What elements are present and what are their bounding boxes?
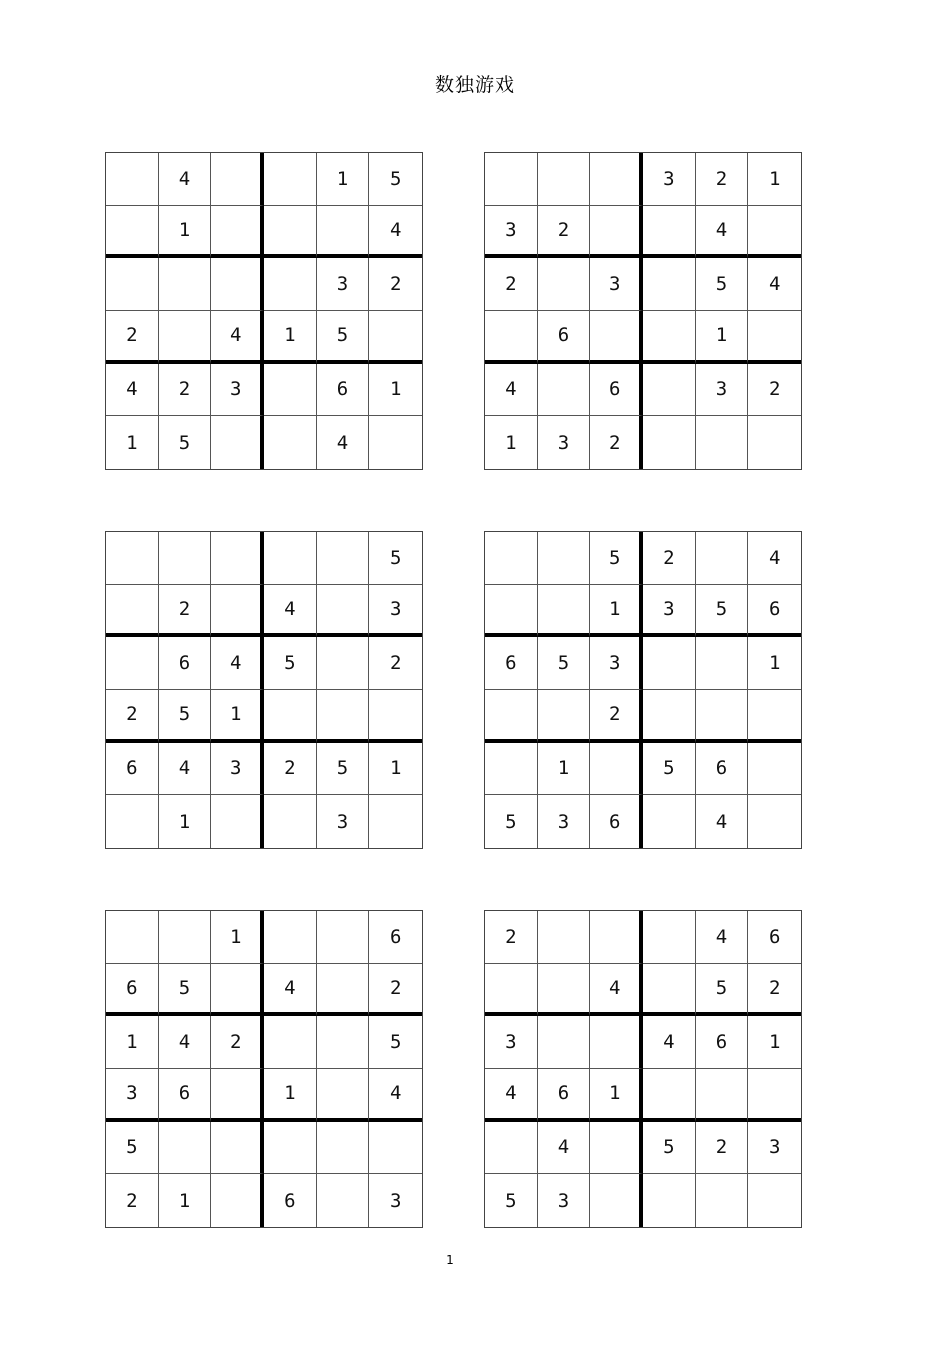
sudoku-cell <box>369 311 422 364</box>
sudoku-cell <box>748 416 801 469</box>
sudoku-cell <box>106 795 159 848</box>
sudoku-cell <box>590 1174 643 1227</box>
sudoku-cell: 5 <box>159 416 212 469</box>
sudoku-cell <box>538 258 591 311</box>
sudoku-cell <box>264 364 317 417</box>
sudoku-cell: 5 <box>590 532 643 585</box>
sudoku-cell: 3 <box>485 1016 538 1069</box>
sudoku-cell: 2 <box>696 1122 749 1175</box>
sudoku-cell <box>211 585 264 638</box>
sudoku-cell <box>264 690 317 743</box>
sudoku-cell: 1 <box>106 1016 159 1069</box>
sudoku-cell <box>159 911 212 964</box>
sudoku-cell <box>643 416 696 469</box>
sudoku-cell <box>264 206 317 259</box>
page-number: 1 <box>446 1253 454 1267</box>
sudoku-cell <box>748 206 801 259</box>
sudoku-cell <box>538 911 591 964</box>
sudoku-cell <box>159 1122 212 1175</box>
sudoku-cell: 4 <box>748 258 801 311</box>
sudoku-cell <box>369 1122 422 1175</box>
sudoku-cell: 2 <box>159 364 212 417</box>
sudoku-cell <box>264 911 317 964</box>
sudoku-cell: 4 <box>643 1016 696 1069</box>
sudoku-cell <box>643 364 696 417</box>
sudoku-cell <box>590 743 643 796</box>
sudoku-cell: 4 <box>106 364 159 417</box>
sudoku-cell: 3 <box>538 416 591 469</box>
sudoku-cell <box>211 258 264 311</box>
sudoku-cell <box>643 911 696 964</box>
sudoku-cell: 1 <box>590 1069 643 1122</box>
sudoku-cell <box>317 911 370 964</box>
sudoku-cell <box>317 206 370 259</box>
sudoku-cell <box>538 585 591 638</box>
sudoku-cell: 1 <box>696 311 749 364</box>
sudoku-cell: 6 <box>159 637 212 690</box>
sudoku-cell: 6 <box>485 637 538 690</box>
sudoku-cell: 6 <box>317 364 370 417</box>
sudoku-cell <box>317 1174 370 1227</box>
sudoku-cell <box>590 911 643 964</box>
sudoku-cell <box>696 532 749 585</box>
sudoku-cell <box>748 795 801 848</box>
sudoku-cell: 3 <box>317 795 370 848</box>
sudoku-cell: 4 <box>485 1069 538 1122</box>
sudoku-cell: 4 <box>696 795 749 848</box>
sudoku-cell: 5 <box>159 964 212 1017</box>
sudoku-cell: 2 <box>590 416 643 469</box>
sudoku-cell <box>485 964 538 1017</box>
sudoku-cell: 4 <box>369 1069 422 1122</box>
sudoku-cell: 3 <box>590 258 643 311</box>
sudoku-cell: 3 <box>369 585 422 638</box>
sudoku-cell: 4 <box>159 743 212 796</box>
sudoku-cell <box>317 964 370 1017</box>
sudoku-cell <box>590 206 643 259</box>
sudoku-cell: 6 <box>538 1069 591 1122</box>
sudoku-cell: 2 <box>485 258 538 311</box>
sudoku-cell <box>748 311 801 364</box>
sudoku-cell: 1 <box>264 311 317 364</box>
sudoku-cell: 2 <box>369 637 422 690</box>
sudoku-cell: 4 <box>264 964 317 1017</box>
sudoku-grid-5 <box>105 910 423 1228</box>
sudoku-cell <box>643 258 696 311</box>
sudoku-cell: 5 <box>264 637 317 690</box>
sudoku-cell: 5 <box>317 743 370 796</box>
sudoku-cell: 5 <box>369 1016 422 1069</box>
sudoku-cell: 4 <box>159 1016 212 1069</box>
sudoku-cell <box>485 743 538 796</box>
sudoku-grid-2 <box>484 152 802 470</box>
sudoku-cell: 4 <box>538 1122 591 1175</box>
sudoku-cell: 1 <box>159 1174 212 1227</box>
sudoku-cell: 2 <box>106 311 159 364</box>
sudoku-cell: 1 <box>317 153 370 206</box>
sudoku-cell: 3 <box>643 153 696 206</box>
sudoku-cell <box>748 690 801 743</box>
sudoku-cell: 3 <box>211 364 264 417</box>
sudoku-cell <box>211 206 264 259</box>
sudoku-cell: 1 <box>159 795 212 848</box>
sudoku-cell <box>643 206 696 259</box>
sudoku-cell: 3 <box>106 1069 159 1122</box>
sudoku-cell: 4 <box>485 364 538 417</box>
sudoku-cell <box>643 690 696 743</box>
sudoku-cell: 1 <box>590 585 643 638</box>
sudoku-cell <box>317 1016 370 1069</box>
sudoku-cell: 1 <box>106 416 159 469</box>
sudoku-cell: 4 <box>264 585 317 638</box>
sudoku-cell <box>590 153 643 206</box>
sudoku-cell: 6 <box>748 911 801 964</box>
sudoku-cell <box>264 1016 317 1069</box>
sudoku-cell: 6 <box>590 795 643 848</box>
page-title: 数独游戏 <box>434 74 515 96</box>
sudoku-cell: 2 <box>159 585 212 638</box>
sudoku-cell <box>317 690 370 743</box>
sudoku-cell <box>159 258 212 311</box>
sudoku-cell <box>485 311 538 364</box>
sudoku-cell <box>485 1122 538 1175</box>
sudoku-cell <box>590 1016 643 1069</box>
sudoku-cell <box>696 1174 749 1227</box>
sudoku-cell: 5 <box>317 311 370 364</box>
sudoku-cell <box>317 637 370 690</box>
sudoku-cell: 2 <box>538 206 591 259</box>
sudoku-cell <box>106 637 159 690</box>
sudoku-cell <box>264 532 317 585</box>
sudoku-cell <box>264 1122 317 1175</box>
sudoku-cell <box>369 690 422 743</box>
sudoku-cell: 6 <box>106 743 159 796</box>
sudoku-grid-3 <box>105 531 423 849</box>
sudoku-cell <box>748 743 801 796</box>
sudoku-cell: 4 <box>590 964 643 1017</box>
sudoku-cell: 4 <box>211 637 264 690</box>
sudoku-cell <box>106 206 159 259</box>
sudoku-cell <box>643 311 696 364</box>
sudoku-cell: 6 <box>748 585 801 638</box>
sudoku-cell: 5 <box>106 1122 159 1175</box>
sudoku-cell: 2 <box>211 1016 264 1069</box>
sudoku-cell <box>264 153 317 206</box>
sudoku-cell: 3 <box>696 364 749 417</box>
sudoku-cell: 4 <box>748 532 801 585</box>
sudoku-cell: 3 <box>211 743 264 796</box>
sudoku-cell: 2 <box>590 690 643 743</box>
sudoku-cell <box>106 153 159 206</box>
sudoku-cell <box>696 637 749 690</box>
sudoku-cell: 1 <box>748 637 801 690</box>
sudoku-cell: 2 <box>748 364 801 417</box>
sudoku-cell <box>211 153 264 206</box>
sudoku-cell: 4 <box>211 311 264 364</box>
sudoku-cell: 6 <box>696 743 749 796</box>
sudoku-cell <box>485 153 538 206</box>
sudoku-cell: 6 <box>106 964 159 1017</box>
sudoku-cell <box>317 585 370 638</box>
sudoku-cell: 5 <box>696 964 749 1017</box>
sudoku-cell <box>485 532 538 585</box>
sudoku-cell <box>485 690 538 743</box>
sudoku-cell: 3 <box>538 795 591 848</box>
sudoku-grid-1 <box>105 152 423 470</box>
sudoku-cell <box>748 1069 801 1122</box>
sudoku-cell <box>538 364 591 417</box>
sudoku-cell: 5 <box>485 1174 538 1227</box>
sudoku-cell <box>538 690 591 743</box>
sudoku-cell: 1 <box>485 416 538 469</box>
sudoku-cell: 1 <box>264 1069 317 1122</box>
sudoku-cell: 6 <box>264 1174 317 1227</box>
sudoku-cell <box>159 532 212 585</box>
sudoku-cell: 3 <box>389 1189 402 1212</box>
sudoku-cell: 2 <box>106 1174 159 1227</box>
sudoku-cell: 3 <box>590 637 643 690</box>
sudoku-cell: 1 <box>159 206 212 259</box>
sudoku-cell <box>696 1069 749 1122</box>
sudoku-cell <box>369 416 422 469</box>
sudoku-cell <box>211 1122 264 1175</box>
sudoku-cell: 4 <box>696 206 749 259</box>
sudoku-cell <box>106 585 159 638</box>
sudoku-cell: 3 <box>643 585 696 638</box>
sudoku-cell <box>317 1122 370 1175</box>
sudoku-cell <box>643 795 696 848</box>
sudoku-cell <box>590 1122 643 1175</box>
sudoku-grid-4 <box>484 531 802 849</box>
sudoku-cell: 2 <box>369 964 422 1017</box>
sudoku-cell: 6 <box>696 1016 749 1069</box>
sudoku-cell <box>643 1174 696 1227</box>
sudoku-cell: 2 <box>748 964 801 1017</box>
sudoku-cell: 4 <box>369 206 422 259</box>
sudoku-cell <box>264 795 317 848</box>
sudoku-cell: 5 <box>538 637 591 690</box>
sudoku-cell <box>538 532 591 585</box>
sudoku-cell: 5 <box>369 153 422 206</box>
sudoku-cell <box>538 153 591 206</box>
sudoku-cell: 4 <box>696 911 749 964</box>
sudoku-cell: 3 <box>485 206 538 259</box>
sudoku-cell <box>211 1069 264 1122</box>
sudoku-cell: 3 <box>748 1122 801 1175</box>
sudoku-cell <box>159 311 212 364</box>
sudoku-cell: 2 <box>696 153 749 206</box>
sudoku-cell: 2 <box>643 532 696 585</box>
sudoku-cell: 5 <box>159 690 212 743</box>
sudoku-cell: 2 <box>106 690 159 743</box>
sudoku-cell: 1 <box>369 364 422 417</box>
sudoku-cell <box>696 416 749 469</box>
sudoku-cell: 5 <box>369 532 422 585</box>
sudoku-cell <box>317 532 370 585</box>
sudoku-cell: 1 <box>748 153 801 206</box>
sudoku-cell: 5 <box>696 258 749 311</box>
sudoku-cell <box>643 1069 696 1122</box>
sudoku-cell: 4 <box>159 153 212 206</box>
sudoku-cell: 1 <box>748 1016 801 1069</box>
sudoku-cell <box>748 1174 801 1227</box>
sudoku-cell <box>211 795 264 848</box>
sudoku-cell: 1 <box>538 743 591 796</box>
sudoku-cell: 6 <box>159 1069 212 1122</box>
sudoku-cell: 1 <box>211 911 264 964</box>
sudoku-cell <box>696 690 749 743</box>
sudoku-cell: 4 <box>317 416 370 469</box>
sudoku-cell <box>485 585 538 638</box>
sudoku-cell: 2 <box>369 258 422 311</box>
sudoku-cell <box>106 258 159 311</box>
sudoku-cell: 6 <box>590 364 643 417</box>
sudoku-cell: 5 <box>643 1122 696 1175</box>
sudoku-cell <box>211 416 264 469</box>
sudoku-cell <box>264 258 317 311</box>
sudoku-cell: 6 <box>369 911 422 964</box>
sudoku-grid-6 <box>484 910 802 1228</box>
sudoku-cell: 1 <box>369 743 422 796</box>
sudoku-cell <box>590 311 643 364</box>
sudoku-cell <box>106 532 159 585</box>
sudoku-cell: 1 <box>211 690 264 743</box>
sudoku-cell: 6 <box>538 311 591 364</box>
sudoku-cell: 3 <box>317 258 370 311</box>
sudoku-cell: 5 <box>696 585 749 638</box>
sudoku-cell <box>264 416 317 469</box>
sudoku-cell: 5 <box>485 795 538 848</box>
sudoku-cell: 5 <box>643 743 696 796</box>
sudoku-cell <box>317 1069 370 1122</box>
sudoku-cell <box>211 1174 264 1227</box>
sudoku-cell <box>106 911 159 964</box>
sudoku-cell: 2 <box>485 911 538 964</box>
sudoku-cell <box>211 532 264 585</box>
sudoku-cell: 3 <box>538 1174 591 1227</box>
sudoku-cell <box>369 795 422 848</box>
sudoku-cell <box>643 637 696 690</box>
sudoku-cell <box>538 1016 591 1069</box>
sudoku-cell <box>643 964 696 1017</box>
sudoku-cell: 2 <box>264 743 317 796</box>
sudoku-cell <box>211 964 264 1017</box>
sudoku-cell <box>538 964 591 1017</box>
